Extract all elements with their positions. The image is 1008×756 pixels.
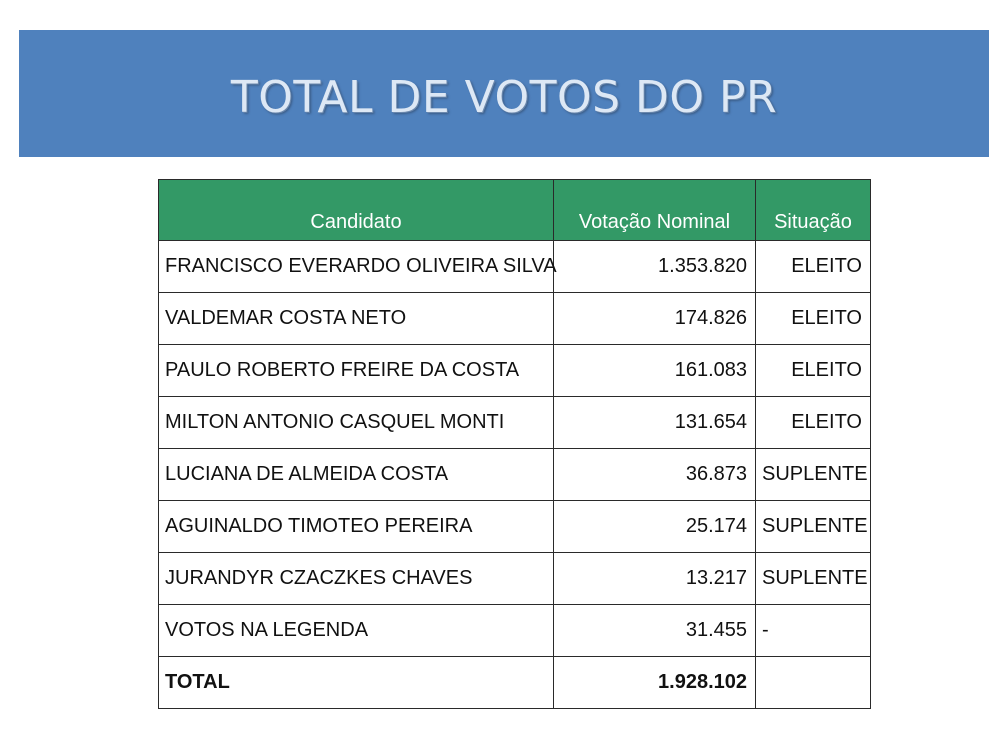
candidate-name: VOTOS NA LEGENDA [159, 605, 554, 657]
candidate-status: SUPLENTE [756, 449, 871, 501]
candidate-votes: 13.217 [554, 553, 756, 605]
candidate-votes: 131.654 [554, 397, 756, 449]
table-row [159, 449, 871, 501]
candidate-status: ELEITO [756, 397, 871, 449]
votes-table [158, 179, 871, 709]
candidate-votes: 161.083 [554, 345, 756, 397]
candidate-status: - [756, 605, 871, 657]
table-row [159, 293, 871, 345]
candidate-status: SUPLENTE [756, 553, 871, 605]
total-row [159, 657, 871, 709]
table-row [159, 345, 871, 397]
header-status: Situação [756, 180, 871, 241]
candidate-name: AGUINALDO TIMOTEO PEREIRA [159, 501, 554, 553]
candidate-votes: 31.455 [554, 605, 756, 657]
page-title: TOTAL DE VOTOS DO PR [230, 72, 778, 123]
header-candidate: Candidato [159, 180, 554, 241]
total-votes: 1.928.102 [554, 657, 756, 709]
candidate-votes: 1.353.820 [554, 241, 756, 293]
table-row [159, 397, 871, 449]
total-status [756, 657, 871, 709]
table-row [159, 241, 871, 293]
candidate-votes: 174.826 [554, 293, 756, 345]
candidate-name: MILTON ANTONIO CASQUEL MONTI [159, 397, 554, 449]
candidate-name: JURANDYR CZACZKES CHAVES [159, 553, 554, 605]
candidate-status: ELEITO [756, 293, 871, 345]
candidate-status: SUPLENTE [756, 501, 871, 553]
candidate-name: VALDEMAR COSTA NETO [159, 293, 554, 345]
header-votes: Votação Nominal [554, 180, 756, 241]
table-row [159, 501, 871, 553]
total-label: TOTAL [159, 657, 554, 709]
candidate-status: ELEITO [756, 345, 871, 397]
table-row [159, 553, 871, 605]
candidate-status: ELEITO [756, 241, 871, 293]
candidate-name: PAULO ROBERTO FREIRE DA COSTA [159, 345, 554, 397]
table-row [159, 605, 871, 657]
candidate-name: LUCIANA DE ALMEIDA COSTA [159, 449, 554, 501]
table-header-row [159, 180, 871, 241]
candidate-name: FRANCISCO EVERARDO OLIVEIRA SILVA [159, 241, 554, 293]
candidate-votes: 25.174 [554, 501, 756, 553]
candidate-votes: 36.873 [554, 449, 756, 501]
